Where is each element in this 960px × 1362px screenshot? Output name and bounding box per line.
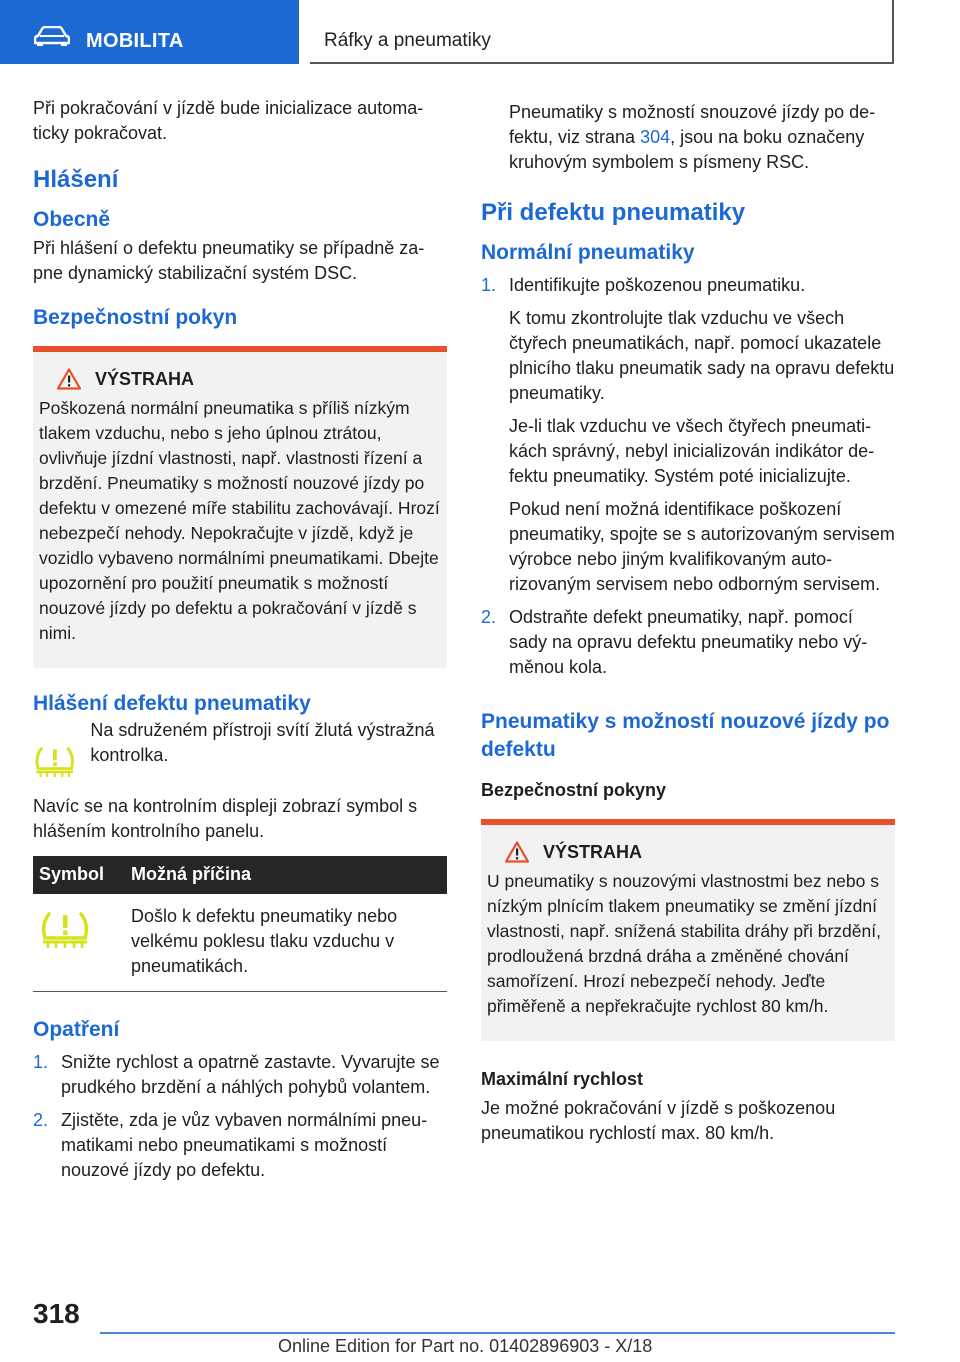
heading-defect-message: Hlášení defektu pneumatiky (33, 692, 311, 715)
tpms-warning-icon (39, 908, 91, 952)
rsc-text (481, 100, 895, 175)
section-title: MOBILITA (86, 30, 184, 52)
step-text: Identifikujte poškozenou pneumatiku. (509, 275, 806, 295)
section-header (0, 0, 299, 64)
tpms-warning-icon (33, 740, 76, 784)
intro-text: Při pokračování v jízdě bude inicializace automaticky pokračovat. (33, 98, 424, 143)
warning-text: Poškozená normální pneumatika s příliš nízkým tlakem vzduchu, nebo s jeho úplnou ztrátou, ovlivňuje jízdní vlastnosti, např. vlastnosti řízení a brzdění. Pneumatiky s možností nouzové jízdy po defektu v omezené míře stabilitu zachovávají. Hrozí nebezpečí nehody. Nepokračujte v jízdě, když je vozidlo vybaveno normálními pneumatikami. Dbejte upozornění pro použití pneumatik s možností nouzové jízdy po defektu a pokračování v jízdě s nimi. (39, 398, 440, 643)
warning-title (505, 841, 889, 863)
step-number: 1. (481, 275, 497, 295)
warning-text: U pneumatiky s nouzovými vlastnostmi bez nebo s nízkým plnícím tlakem pneumatiky se změní jízdní vlastnosti, např. snížená stabilita dráhy při brzdění, prodloužená brzdná dráha a změněné chování samořízení. Hrozí nebezpečí nehody. Jeďte přiměřeně a nepřekračujte rychlost 80 km/h. (487, 871, 881, 1016)
symbol-table (33, 856, 447, 992)
chapter-title: Ráfky a pneumatiky (324, 30, 491, 51)
table-cell-cause: Došlo k defektu pneumatiky nebo velkému poklesu tlaku vzduchu v pneumatikách. (125, 894, 447, 992)
step-number: 2. (33, 1110, 49, 1130)
step-number: 2. (481, 607, 497, 627)
step-detail: Je-li tlak vzduchu ve všech čtyřech pneumatikách správný, nebyl inicializován indikátor defektu pneumatiky. Systém poté inicializujte. (509, 416, 875, 486)
warning-title-text: VÝSTRAHA (95, 368, 195, 389)
table-cell-symbol (33, 894, 125, 992)
warning-title (57, 368, 441, 390)
table-row (33, 894, 447, 992)
step-number: 1. (33, 1052, 49, 1072)
heading-safety-note: Bezpečnostní pokyn (33, 306, 238, 329)
max-speed-text: Je možné pokračování v jízdě s poškozenou pneumatikou rychlostí max. 80 km/h. (481, 1098, 836, 1143)
heading-messages: Hlášení (33, 166, 119, 193)
rsc-text-before: Pneumatiky s možností snouzové jízdy po defektu, viz strana (509, 102, 876, 147)
footer-divider (100, 1332, 895, 1334)
rsc-text-after: , jsou na boku označeny kruhovým symbolem s písmeny RSC. (509, 127, 865, 172)
left-column (33, 96, 447, 1191)
table-header-row (33, 856, 447, 894)
step-text: Zjistěte, zda je vůz vybaven normálními pneumatikami nebo pneumatikami s možností nouzové jízdy po defektu. (61, 1110, 428, 1180)
step-text: Odstraňte defekt pneumatiky, např. pomocí sady na opravu defektu pneumatiky nebo výměnou kola. (509, 607, 868, 677)
warning-title-text: VÝSTRAHA (543, 841, 643, 862)
heading-general: Obecně (33, 208, 111, 231)
list-item (33, 1050, 447, 1100)
step-text: Snižte rychlost a opatrně zastavte. Vyvarujte se prudkého brzdění a náhlých pohybů volantem. (61, 1052, 440, 1097)
heading-max-speed: Maximální rychlost (481, 1069, 644, 1089)
step-detail: K tomu zkontrolujte tlak vzduchu ve všech čtyřech pneumatikách, např. pomocí ukazatele plnicího tlaku pneumatik sady na opravu defektu pneumatiky. (509, 308, 895, 403)
heading-normal-tires: Normální pneumatiky (481, 241, 695, 264)
table-header-symbol: Symbol (33, 856, 125, 894)
general-text: Při hlášení o defektu pneumatiky se případně zapne dynamický stabilizační systém DSC. (33, 238, 425, 283)
heading-flat-tire: Při defektu pneumatiky (481, 199, 746, 226)
defect-indicator-row (33, 718, 447, 784)
footer-edition: Online Edition for Part no. 01402896903 - X/18 (278, 1336, 653, 1356)
step-detail: Pokud není možná identifikace poškození pneumatiky, spojte se s autorizovaným servisem výrobce nebo jiným kvalifikovaným autorizovaným servisem nebo odborným servisem. (509, 499, 895, 594)
right-column (481, 100, 895, 1146)
chapter-header (310, 0, 894, 64)
measures-list (33, 1050, 447, 1183)
list-item (33, 1108, 447, 1183)
car-icon (34, 26, 70, 46)
page-number: 318 (33, 1298, 80, 1329)
display-text: Navíc se na kontrolním displeji zobrazí symbol s hlášením kontrolního panelu. (33, 796, 418, 841)
list-item (481, 273, 895, 597)
warning-triangle-icon (57, 368, 81, 390)
warning-box (481, 819, 895, 1041)
flat-tire-steps (481, 273, 895, 680)
list-item (481, 605, 895, 680)
heading-rsc-tires: Pneumatiky s možností nouzové jízdy po defektu (481, 710, 890, 761)
table-header-cause: Možná příčina (125, 856, 447, 894)
warning-box (33, 346, 447, 668)
page-link[interactable]: 304 (640, 127, 671, 147)
heading-measures: Opatření (33, 1018, 120, 1041)
defect-indicator-text: Na sdruženém přístroji svítí žlutá výstražná kontrolka. (90, 720, 435, 765)
heading-safety-notes: Bezpečnostní pokyny (481, 780, 667, 800)
warning-triangle-icon (505, 841, 529, 863)
